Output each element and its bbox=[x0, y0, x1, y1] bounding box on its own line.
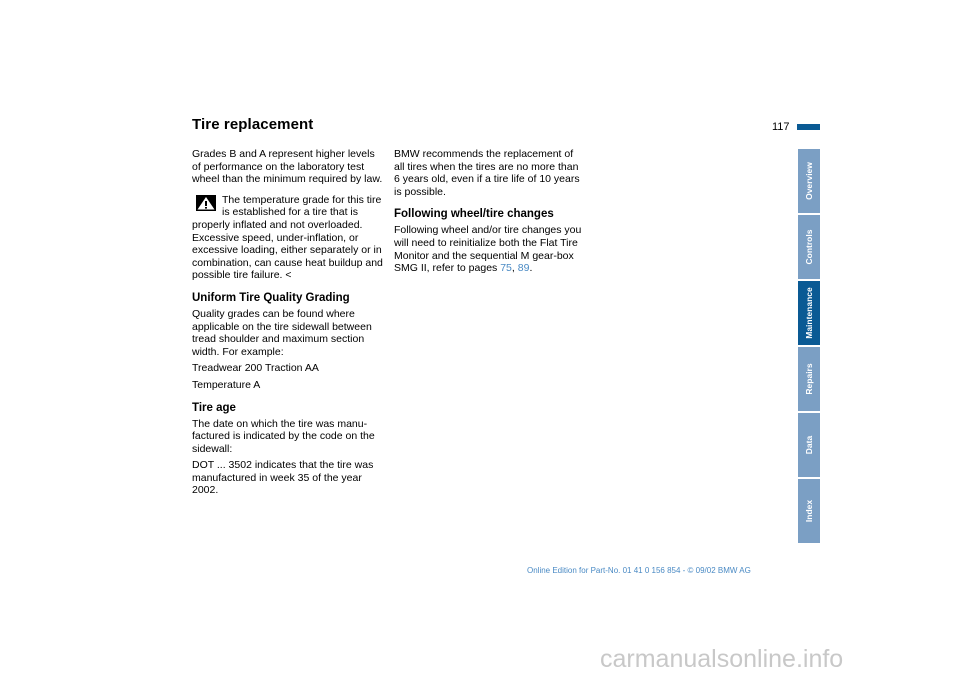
sidebar-tab-controls[interactable] bbox=[798, 215, 820, 279]
uniform-body: Quality grades can be found where applicable on the tire sidewall between tread shoulder and maximum section width. For example: bbox=[192, 307, 372, 358]
uniform-example-1: Treadwear 200 Traction AA bbox=[192, 362, 319, 375]
section-following-changes bbox=[394, 208, 586, 274]
uniform-example-2: Temperature A bbox=[192, 378, 261, 391]
sidebar-tab-label: Repairs bbox=[804, 363, 814, 395]
page-title: Tire replacement bbox=[192, 116, 314, 133]
following-body bbox=[394, 224, 586, 274]
sidebar-tab-maintenance[interactable] bbox=[798, 281, 820, 345]
sidebar-tab-index[interactable] bbox=[798, 479, 820, 543]
page-marker bbox=[797, 124, 820, 130]
page-link-89[interactable]: 89 bbox=[517, 262, 530, 275]
sidebar-tab-overview[interactable] bbox=[798, 149, 820, 213]
heading-uniform-grading: Uniform Tire Quality Grading bbox=[192, 291, 350, 304]
sidebar-tab-repairs[interactable] bbox=[798, 347, 820, 411]
page-link-75[interactable]: 75 bbox=[500, 262, 512, 275]
following-body-text: Following wheel and/or tire changes you will need to reinitialize both the Flat Tire Monitor and the sequential M gear-box SMG II, refer to pages bbox=[394, 224, 582, 275]
warning-triangle-icon bbox=[196, 195, 216, 211]
tire-age-body-2: DOT ... 3502 indicates that the tire was manufactured in week 35 of the year 2002. bbox=[192, 459, 374, 497]
section-uniform-grading bbox=[192, 292, 384, 392]
sidebar-tab-label: Controls bbox=[804, 229, 814, 265]
warning-end-mark: < bbox=[285, 269, 292, 282]
left-column bbox=[192, 148, 384, 501]
sidebar-tab-label: Maintenance bbox=[804, 287, 814, 339]
section-tire-age bbox=[192, 402, 384, 498]
heading-following-changes: Following wheel/tire changes bbox=[394, 208, 554, 221]
recommend-paragraph: BMW recommends the replacement of all tires when the tires are no more than 6 years old, even if a tire life of 10 years is possible. bbox=[394, 148, 580, 198]
sidebar-tab-label: Overview bbox=[804, 162, 814, 200]
warning-text: The temperature grade for this tire is established for a tire that is properly inflated and not overloaded. Excessive speed, under-inflation, or excessive loading, either separately or in combination, can cause heat buildup and possible tire failure. bbox=[192, 193, 383, 282]
site-watermark: carmanualsonline.info bbox=[600, 645, 844, 673]
right-column bbox=[394, 148, 586, 279]
warning-paragraph bbox=[192, 194, 384, 282]
page-ref-separator: , bbox=[511, 262, 518, 275]
following-suffix: . bbox=[529, 262, 533, 275]
intro-paragraph: Grades B and A represent higher levels of performance on the laboratory test wheel than the minimum required by law. bbox=[192, 148, 383, 186]
sidebar-tab-label: Data bbox=[804, 435, 814, 455]
sidebar-tab-label: Index bbox=[804, 499, 814, 523]
heading-tire-age: Tire age bbox=[192, 401, 236, 414]
page-number: 117 bbox=[772, 121, 790, 133]
sidebar-tab-data[interactable] bbox=[798, 413, 820, 477]
footer-edition-note: Online Edition for Part-No. 01 41 0 156 854 - © 09/02 BMW AG bbox=[527, 566, 751, 575]
tire-age-body-1: The date on which the tire was manu-factured is indicated by the code on the sidewall: bbox=[192, 417, 375, 455]
